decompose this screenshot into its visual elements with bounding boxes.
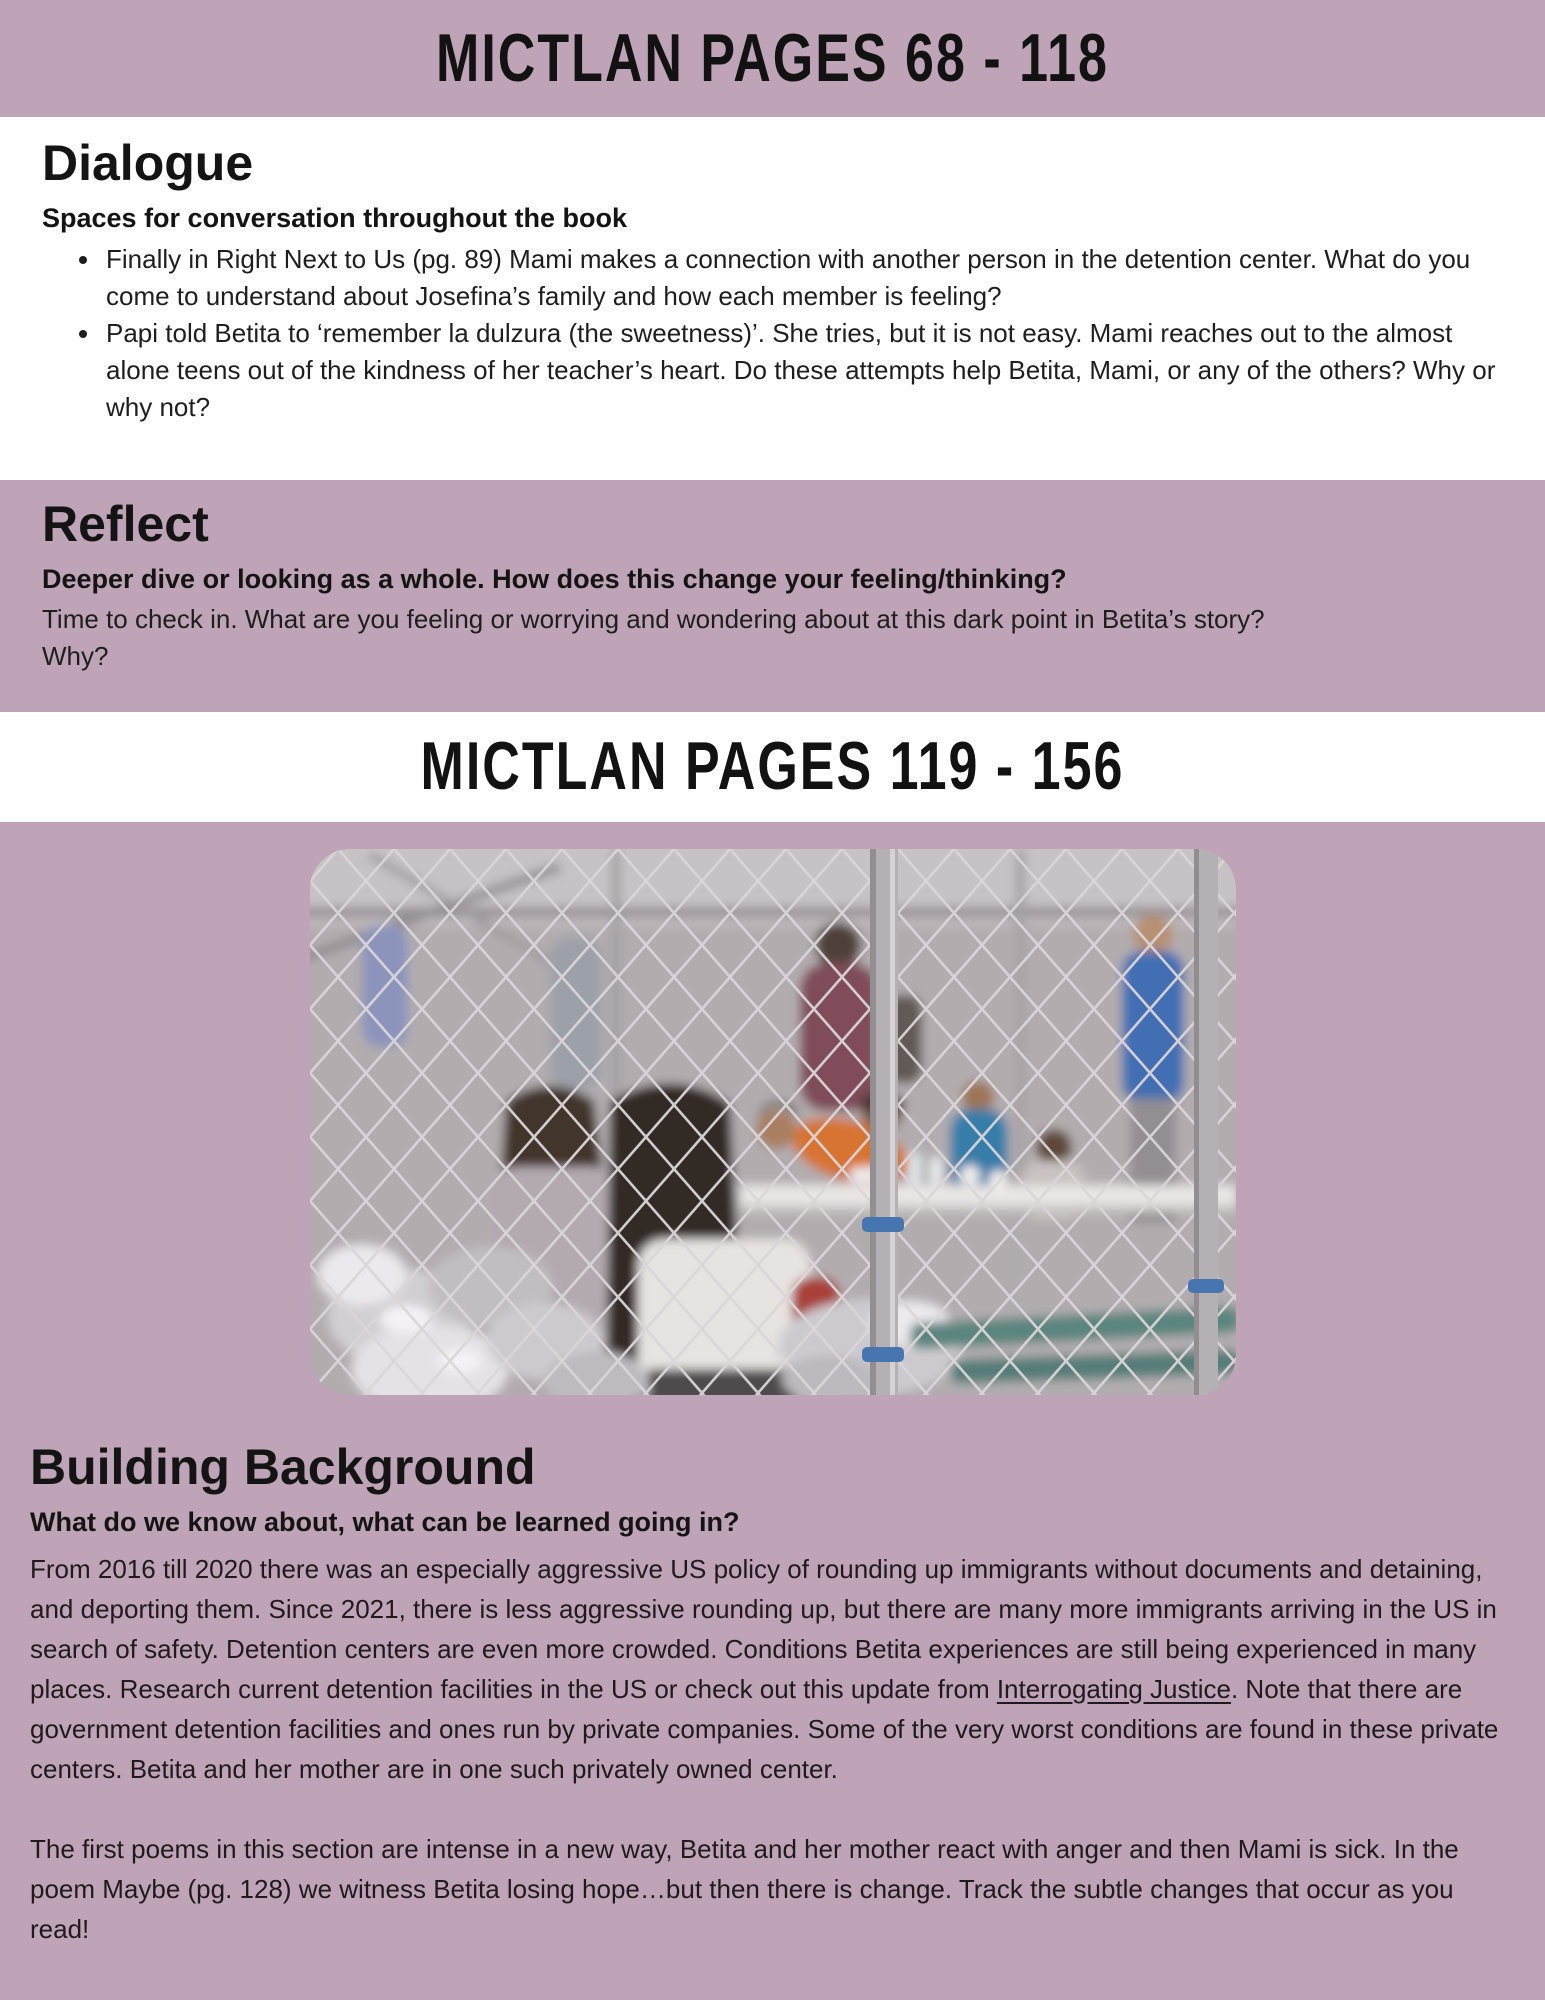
- paragraph-text: From 2016 till 2020 there was an especially aggressive US policy of rounding up immigrants without documents and detaining, and deporting them. Since 2021, there is less aggressive rounding up, but there are many more immigrants arriving in the US in search of safety. Detention centers are even more crowded. Conditions Betita experiences are still being experienced in many places. Research current detention facilities in the US or check out this update from: [30, 1554, 1497, 1704]
- dialogue-bullet-2: • Papi told Betita to ‘remember la dulzura (the sweetness)’. She tries, but it is not easy. Mami reaches out to the almost alone teens out of the kindness of her teacher’s heart. Do these attempts help Betita, Mami, or any of the others? Why or why not?: [102, 315, 1512, 426]
- banner-title: MICTLAN PAGES 68 - 118: [436, 20, 1109, 97]
- dialogue-bullet-list: [42, 241, 1521, 426]
- section-banner-pages-68-118: [0, 0, 1545, 117]
- reflect-body-text: Time to check in. What are you feeling or worrying and wondering about at this dark point in Betita’s story? Why?: [42, 604, 1265, 671]
- reflect-heading: Reflect: [42, 496, 209, 552]
- dialogue-bullet-1: • Finally in Right Next to Us (pg. 89) Mami makes a connection with another person in the detention center. What do you come to understand about Josefina’s family and how each member is feeling?: [102, 241, 1512, 315]
- dialogue-subtitle: Spaces for conversation throughout the book: [42, 203, 628, 233]
- building-background-subtitle: What do we know about, what can be learned going in?: [30, 1507, 740, 1537]
- dialogue-heading: Dialogue: [42, 135, 254, 191]
- interrogating-justice-link[interactable]: Interrogating Justice: [996, 1674, 1231, 1704]
- banner-title: MICTLAN PAGES 119 - 156: [420, 729, 1125, 805]
- paragraph-text: . Note that there are government detention facilities and ones run by private companies. Some of the very worst conditions are found in these private centers. Betita and her mother are in one such privately owned center.: [30, 1674, 1499, 1784]
- building-background-heading: Building Background: [30, 1439, 536, 1495]
- building-paragraph-1: [30, 1549, 1515, 1789]
- detention-center-photo: [310, 849, 1236, 1395]
- dialogue-section: [0, 117, 1545, 480]
- building-paragraph-2: The first poems in this section are intense in a new way, Betita and her mother react with anger and then Mami is sick. In the poem Maybe (pg. 128) we witness Betita losing hope…but then there is change. Track the subtle changes that occur as you read!: [30, 1834, 1459, 1944]
- reflect-section: [0, 480, 1545, 712]
- reflect-subtitle: Deeper dive or looking as a whole. How does this change your feeling/thinking?: [42, 564, 1067, 594]
- building-background-section: [0, 822, 1545, 2000]
- detention-photo-illustration: [310, 849, 1236, 1395]
- section-banner-pages-119-156: [0, 712, 1545, 822]
